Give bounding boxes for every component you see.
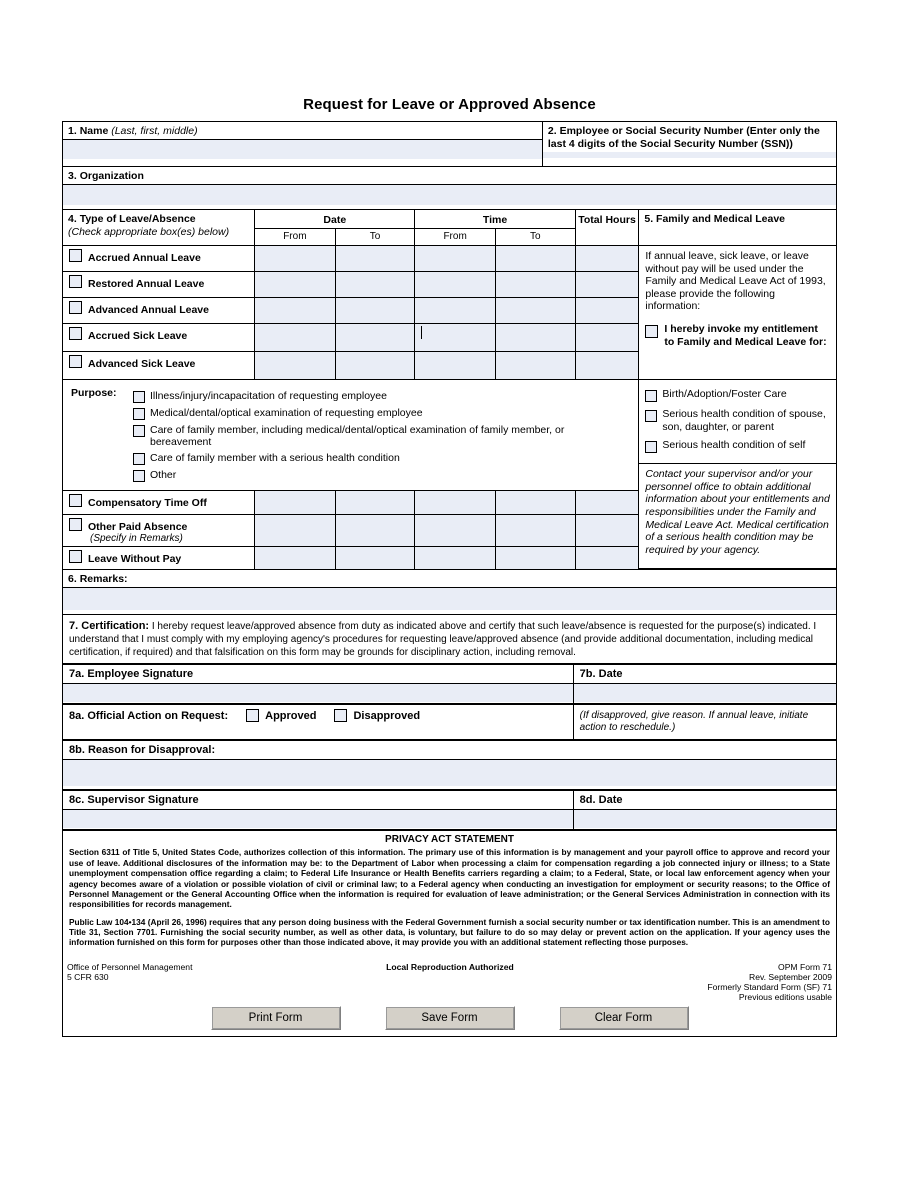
- leave-row-leave-without-pay[interactable]: Leave Without Pay: [63, 547, 255, 569]
- cell-date-from[interactable]: [255, 491, 335, 515]
- checkbox-purpose-other[interactable]: [133, 470, 145, 482]
- field-organization[interactable]: [63, 167, 837, 210]
- cell-time-to[interactable]: [495, 547, 575, 569]
- opm-form-71: [62, 96, 837, 1037]
- purpose-option-illness[interactable]: Illness/injury/incapacitation of requesting employee: [133, 390, 630, 403]
- fmla-option-family-condition[interactable]: Serious health condition of spouse, son, daughter, or parent: [645, 408, 830, 433]
- cell-time-to[interactable]: [495, 491, 575, 515]
- section4-number: 4.: [68, 213, 77, 225]
- section5-intro-cell: [639, 246, 836, 380]
- remarks-input[interactable]: [63, 587, 836, 610]
- cell-total-hours[interactable]: [575, 352, 639, 380]
- field-name-label: Name: [79, 125, 109, 137]
- field-name-input[interactable]: [63, 139, 542, 159]
- cell-date-to[interactable]: [335, 515, 415, 547]
- checkbox-approved[interactable]: [246, 709, 259, 722]
- privacy-act-paragraph-1: Section 6311 of Title 5, United States Code, authorizes collection of this information. The primary use of this information is by management and your payroll office to approve and record your use of leave. Additional disclosures of the information may be: to the Department of Labor when processing a claim for compensation regarding a job connected injury or illness; to a State unemployment compensation office regarding a claim; to Federal Life Insurance or Health Benefits carriers regarding a claim; to a Federal, State, or local law enforcement agency when your agency becomes aware of a violation or possible violation of civil or criminal law; to a Federal agency when conducting an investigation for employment or security reasons; to the Office of Personnel Management or the General Accounting Office when the information is required for evaluation of leave administration; or the General Services Administration in connection with its responsibilities for records management.: [69, 847, 830, 910]
- cell-total-hours[interactable]: [575, 547, 639, 569]
- purpose-option-family-care[interactable]: Care of family member, including medical/dental/optical examination of family member, or bereavement: [133, 424, 630, 448]
- table-row: [63, 831, 837, 1036]
- footer-cfr: 5 CFR 630: [67, 971, 109, 982]
- cell-date-to[interactable]: [335, 547, 415, 569]
- field-supervisor-signature[interactable]: 8c. Supervisor Signature: [63, 791, 573, 830]
- approved-label: Approved: [265, 709, 317, 722]
- field-organization-label: Organization: [79, 170, 144, 182]
- checkbox-compensatory-time-off[interactable]: [69, 494, 82, 507]
- table-row: [63, 664, 837, 705]
- official-action-note: (If disapproved, give reason. If annual leave, initiate action to reschedule.): [579, 710, 809, 734]
- footer-former-name: Formerly Standard Form (SF) 71: [707, 981, 832, 992]
- checkbox-fmla-self-condition[interactable]: [645, 441, 657, 453]
- cell-time-from[interactable]: [415, 547, 495, 569]
- form-buttons: [63, 1006, 836, 1036]
- purpose-label: Purpose:: [71, 387, 117, 399]
- checkbox-purpose-exam[interactable]: [133, 408, 145, 420]
- cell-total-hours[interactable]: [575, 491, 639, 515]
- col-time-header: Time: [415, 210, 575, 229]
- checkbox-accrued-annual-leave[interactable]: [69, 249, 82, 262]
- col-date-header: Date: [255, 210, 415, 229]
- cell-date-to[interactable]: [335, 246, 415, 272]
- section5-note: Contact your supervisor and/or your personnel office to obtain additional information about your entitlements and responsibilities under the Family and Medical Leave Act. Medical certification of a serious health condition may be required by your agency.: [645, 468, 830, 556]
- page-title: Request for Leave or Approved Absence: [303, 96, 596, 113]
- cell-total-hours[interactable]: [575, 272, 639, 298]
- text-cursor: [421, 326, 422, 339]
- checkbox-other-paid-absence[interactable]: [69, 518, 82, 531]
- field-reason-disapproval[interactable]: 8b. Reason for Disapproval:: [63, 741, 837, 790]
- official-action-row[interactable]: [63, 705, 573, 740]
- field-name[interactable]: [63, 122, 543, 167]
- checkbox-purpose-family-care[interactable]: [133, 425, 145, 437]
- cell-date-from[interactable]: [255, 246, 335, 272]
- cell-time-to[interactable]: [495, 272, 575, 298]
- disapproved-label: Disapproved: [353, 709, 421, 722]
- supervisor-signature-input[interactable]: [63, 809, 573, 828]
- privacy-act-paragraph-2: Public Law 104•134 (April 26, 1996) requires that any person doing business with the Federal Government furnish a social security number or tax identification number. This is an amendment to Title 31, Section 7701. Furnishing the social security number, as well as other data, is voluntary, but failure to do so may delay or prevent action on the application. If your agency uses the information furnished on this form for purposes other than those indicated above, it may provide you with an additional statement reflecting those purposes.: [69, 916, 830, 948]
- purpose-option-other[interactable]: Other: [133, 469, 630, 482]
- cell-total-hours[interactable]: [575, 515, 639, 547]
- leave-row-advanced-sick[interactable]: Advanced Sick Leave: [63, 352, 255, 380]
- cell-time-from[interactable]: [415, 352, 495, 380]
- employee-signature-input[interactable]: [63, 683, 573, 702]
- col-total-hours-header: Total Hours: [575, 210, 639, 246]
- certification-number: 7.: [69, 620, 79, 633]
- form-footer: [63, 959, 836, 1002]
- section5-intro: If annual leave, sick leave, or leave without pay will be used under the Family and Medical Leave Act of 1993, please provide the following information:: [645, 250, 826, 313]
- leave-row-accrued-sick[interactable]: Accrued Sick Leave: [63, 324, 255, 352]
- field-employee-date[interactable]: 7b. Date: [573, 665, 836, 704]
- cell-date-from[interactable]: [255, 272, 335, 298]
- purpose-option-exam[interactable]: Medical/dental/optical examination of requesting employee: [133, 407, 630, 420]
- form-table: [62, 121, 837, 1037]
- cell-date-from[interactable]: [255, 547, 335, 569]
- cell-date-to[interactable]: [335, 491, 415, 515]
- save-form-button[interactable]: Save Form: [385, 1006, 515, 1030]
- other-paid-absence-hint: (Specify in Remarks): [90, 533, 183, 545]
- field-name-number: 1.: [68, 125, 77, 137]
- field-ssn-number: 2.: [547, 125, 557, 137]
- certification-label: Certification:: [81, 620, 150, 633]
- field-remarks[interactable]: [63, 570, 837, 615]
- cell-date-to[interactable]: [335, 324, 415, 352]
- col-date-to: To: [335, 229, 415, 246]
- table-row: [63, 246, 836, 272]
- official-action-note-cell: [573, 705, 836, 740]
- certification-block: [63, 615, 837, 664]
- section4-hint: (Check appropriate box(es) below): [68, 226, 230, 239]
- section4-label: Type of Leave/Absence: [79, 213, 196, 225]
- cell-time-from[interactable]: [415, 515, 495, 547]
- remarks-label: Remarks:: [79, 573, 128, 586]
- section5-number: 5.: [644, 213, 654, 225]
- cell-time-from[interactable]: [415, 246, 495, 272]
- cell-time-from[interactable]: [415, 272, 495, 298]
- cell-time-to[interactable]: [495, 246, 575, 272]
- cell-time-to[interactable]: [495, 515, 575, 547]
- footer-reproduction-note: Local Reproduction Authorized: [386, 961, 514, 972]
- table-row: [63, 167, 837, 210]
- cell-time-to[interactable]: [495, 352, 575, 380]
- leave-row-comp-time[interactable]: Compensatory Time Off: [63, 491, 255, 515]
- leave-row-accrued-annual[interactable]: Accrued Annual Leave: [63, 246, 255, 272]
- cell-date-to[interactable]: [335, 352, 415, 380]
- field-name-hint: (Last, first, middle): [111, 125, 198, 137]
- table-row: [63, 704, 837, 741]
- checkbox-invoke-fmla[interactable]: [645, 325, 658, 338]
- field-organization-number: 3.: [68, 170, 77, 182]
- cell-time-from[interactable]: [415, 298, 495, 324]
- field-supervisor-date[interactable]: 8d. Date: [573, 791, 836, 830]
- cell-date-to[interactable]: [335, 272, 415, 298]
- print-form-button[interactable]: Print Form: [211, 1006, 341, 1030]
- table-row: [63, 665, 836, 704]
- table-row: [63, 705, 836, 740]
- table-row: [63, 210, 837, 570]
- cell-total-hours[interactable]: [575, 246, 639, 272]
- section5-header: [639, 210, 836, 246]
- fmla-option-birth[interactable]: Birth/Adoption/Foster Care: [645, 388, 830, 402]
- checkbox-fmla-family-condition[interactable]: [645, 410, 657, 422]
- certification-text: I hereby request leave/approved absence from duty as indicated above and certify that such leave/absence is requested for the purpose(s) indicated. I understand that I must comply with my employing agency's procedures for requesting leave/approved absence (and provide additional documentation, including medical certification, if required) and that falsification on this form may be grounds for disciplinary action, including removal.: [69, 621, 817, 659]
- col-date-from: From: [255, 229, 335, 246]
- privacy-act-block: [63, 831, 837, 1036]
- table-row: [63, 741, 837, 790]
- col-time-to: To: [495, 229, 575, 246]
- checkbox-leave-without-pay[interactable]: [69, 550, 82, 563]
- official-action-label: Official Action on Request:: [87, 709, 229, 722]
- cell-date-from[interactable]: [255, 515, 335, 547]
- footer-editions: Previous editions usable: [738, 991, 832, 1002]
- table-row: [63, 122, 837, 167]
- table-row: [63, 615, 837, 664]
- section5-label: Family and Medical Leave: [656, 213, 786, 225]
- remarks-number: 6.: [68, 573, 77, 586]
- footer-revision: Rev. September 2009: [749, 971, 832, 982]
- cell-date-to[interactable]: [335, 298, 415, 324]
- checkbox-advanced-annual-leave[interactable]: [69, 301, 82, 314]
- cell-time-to[interactable]: [495, 298, 575, 324]
- privacy-act-title: PRIVACY ACT STATEMENT: [385, 834, 514, 846]
- checkbox-purpose-illness[interactable]: [133, 391, 145, 403]
- employee-date-input[interactable]: [574, 683, 836, 702]
- reason-disapproval-input[interactable]: [63, 759, 836, 786]
- field-ssn-input[interactable]: [543, 152, 836, 158]
- checkbox-fmla-birth-adoption-foster[interactable]: [645, 390, 657, 402]
- leave-header-row: [63, 210, 836, 229]
- table-row: [63, 380, 836, 491]
- checkbox-restored-annual-leave[interactable]: [69, 275, 82, 288]
- field-ssn-label: Employee or Social Security Number (Enter only the last 4 digits of the Social Security Number (SSN)): [547, 125, 820, 150]
- purpose-option-serious-condition[interactable]: Care of family member with a serious health condition: [133, 452, 630, 465]
- field-ssn[interactable]: [542, 122, 836, 167]
- table-row: [63, 570, 837, 615]
- checkbox-advanced-sick-leave[interactable]: [69, 355, 82, 368]
- field-organization-input[interactable]: [63, 184, 836, 205]
- checkbox-disapproved[interactable]: [334, 709, 347, 722]
- field-employee-signature[interactable]: 7a. Employee Signature: [63, 665, 573, 704]
- cell-total-hours[interactable]: [575, 324, 639, 352]
- purpose-block: [63, 380, 639, 491]
- table-row: [63, 791, 836, 830]
- cell-total-hours[interactable]: [575, 298, 639, 324]
- cell-date-from[interactable]: [255, 298, 335, 324]
- cell-time-from[interactable]: [415, 324, 495, 352]
- table-row: [63, 790, 837, 831]
- supervisor-date-input[interactable]: [574, 809, 836, 828]
- leave-row-other-paid-absence[interactable]: Other Paid Absence (Specify in Remarks): [63, 515, 255, 547]
- cell-date-from[interactable]: [255, 324, 335, 352]
- section5-invoke-label: I hereby invoke my entitlement to Family and Medical Leave for:: [664, 322, 827, 348]
- fmla-option-self-condition[interactable]: Serious health condition of self: [645, 439, 830, 453]
- leave-row-restored-annual[interactable]: Restored Annual Leave: [63, 272, 255, 298]
- footer-agency: Office of Personnel Management: [67, 961, 193, 972]
- clear-form-button[interactable]: Clear Form: [559, 1006, 689, 1030]
- footer-form-number: OPM Form 71: [778, 961, 832, 972]
- cell-time-to[interactable]: [495, 324, 575, 352]
- section5-options-cell: [639, 380, 836, 569]
- section4-header: [63, 210, 255, 246]
- checkbox-accrued-sick-leave[interactable]: [69, 327, 82, 340]
- cell-date-from[interactable]: [255, 352, 335, 380]
- checkbox-purpose-serious-condition[interactable]: [133, 453, 145, 465]
- col-time-from: From: [415, 229, 495, 246]
- cell-time-from[interactable]: [415, 491, 495, 515]
- leave-row-advanced-annual[interactable]: Advanced Annual Leave: [63, 298, 255, 324]
- official-action-number: 8a.: [69, 709, 85, 722]
